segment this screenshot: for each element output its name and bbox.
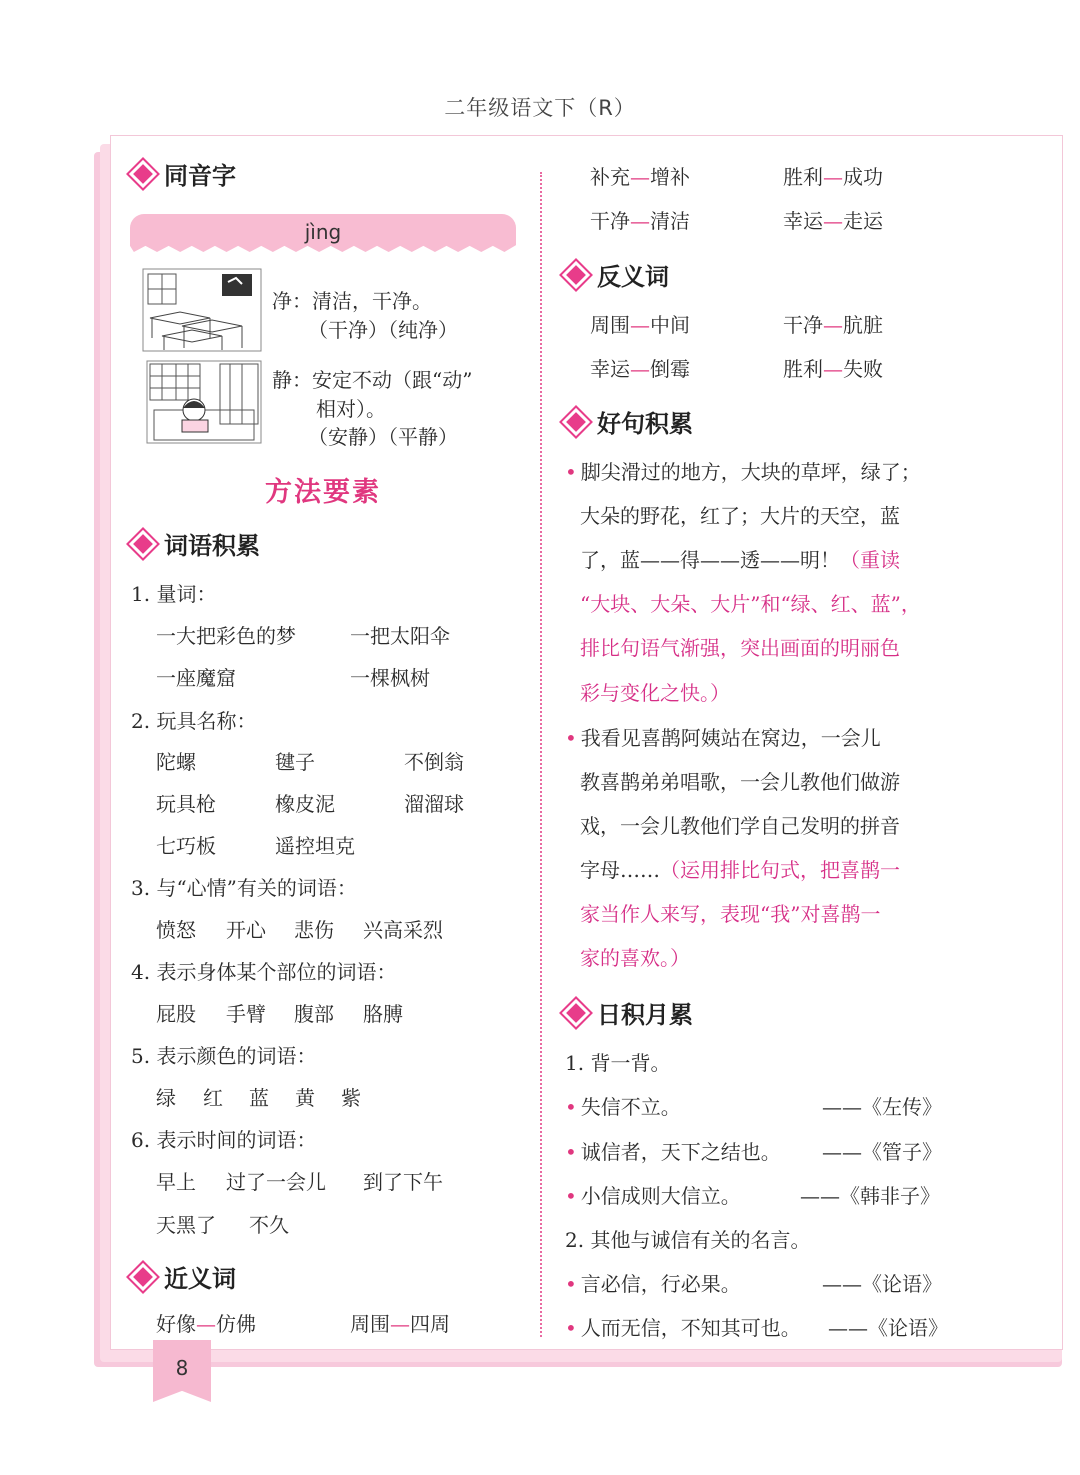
vocab-word: 紫 (341, 1086, 361, 1110)
sentence-note-line: 排比句语气渐强，突出画面的明丽色 (580, 636, 900, 660)
quote-line: • 人而无信，不知其可也。 (565, 1316, 801, 1340)
vocab-word: 兴高采烈 (363, 918, 443, 942)
quote-source: ——《论语》 (828, 1316, 948, 1340)
diamond-bullet-icon (133, 534, 153, 554)
page-number: 8 (175, 1356, 189, 1380)
vocab-item-title: 6. 表示时间的词语： (131, 1128, 317, 1152)
vocab-word: 不倒翁 (404, 750, 464, 774)
diamond-bullet-icon (566, 1003, 586, 1023)
vocab-word: 一大把彩色的梦 (156, 624, 296, 648)
column-divider (540, 172, 542, 1337)
homophone-jing1-definition: 净：清洁，干净。 (272, 289, 432, 313)
vocab-word: 手臂 (226, 1002, 266, 1026)
antonym-pair: 干净—肮脏 (783, 313, 883, 337)
diamond-bullet-icon (133, 164, 153, 184)
vocab-word: 到了下午 (363, 1170, 443, 1194)
sentence-note-line: “大块、大朵、大片”和“绿、红、蓝”， (580, 592, 921, 616)
vocab-word: 早上 (156, 1170, 196, 1194)
quote-line: • 言必信，行必果。 (565, 1272, 741, 1296)
vocab-item-title: 1. 量词： (131, 582, 217, 606)
pinyin-label: jìng (304, 220, 342, 244)
homophone-jing2-definition: 静：安定不动（跟“动” (272, 368, 473, 392)
sentence-line: 字母……（运用排比句式，把喜鹊一 (580, 858, 900, 882)
sentence-line: 教喜鹊弟弟唱歌，一会儿教他们做游 (580, 770, 900, 794)
quote-line: • 诚信者，天下之结也。 (565, 1140, 781, 1164)
section-antonyms-heading: 反义词 (565, 257, 669, 292)
diamond-bullet-icon (133, 1267, 153, 1287)
synonym-pair: 干净—清洁 (590, 209, 690, 233)
diamond-bullet-icon (566, 265, 586, 285)
vocab-item-title: 3. 与“心情”有关的词语： (131, 876, 357, 900)
synonym-pair: 周围—四周 (350, 1312, 450, 1336)
vocab-word: 一把太阳伞 (350, 624, 450, 648)
vocab-word: 毽子 (275, 750, 315, 774)
vocab-item-title: 2. 玩具名称： (131, 709, 257, 733)
vocab-word: 一棵枫树 (350, 666, 430, 690)
vocab-word: 过了一会儿 (226, 1170, 326, 1194)
vocab-word: 橡皮泥 (275, 792, 335, 816)
quote-line: • 失信不立。 (565, 1095, 681, 1119)
vocab-word: 不久 (249, 1213, 289, 1237)
sentence-line: 了，蓝——得——透——明！（重读 (580, 548, 900, 572)
quote-source: ——《管子》 (822, 1140, 942, 1164)
vocab-word: 蓝 (249, 1086, 269, 1110)
quote-line: • 小信成则大信立。 (565, 1184, 741, 1208)
vocab-word: 绿 (156, 1086, 176, 1110)
diamond-bullet-icon (566, 412, 586, 432)
sentence-line: • 我看见喜鹊阿姨站在窝边，一会儿 (565, 726, 881, 750)
synonym-pair: 胜利—成功 (783, 165, 883, 189)
synonym-pair: 补充—增补 (590, 165, 690, 189)
vocab-word: 遥控坦克 (275, 834, 355, 858)
quote-source: ——《韩非子》 (800, 1184, 940, 1208)
vocab-word: 胳膊 (363, 1002, 403, 1026)
section-synonyms-heading: 近义词 (132, 1259, 236, 1294)
antonym-pair: 幸运—倒霉 (590, 357, 690, 381)
vocab-word: 红 (203, 1086, 223, 1110)
sentence-note-line: 彩与变化之快。） (580, 681, 730, 705)
synonym-pair: 好像—仿佛 (156, 1312, 256, 1336)
vocab-word: 黄 (295, 1086, 315, 1110)
antonym-pair: 胜利—失败 (783, 357, 883, 381)
section-vocab-heading: 词语积累 (132, 526, 260, 561)
method-title: 方法要素 (265, 477, 381, 508)
section-daily-heading: 日积月累 (565, 995, 693, 1030)
daily-item-title: 2. 其他与诚信有关的名言。 (565, 1228, 811, 1252)
vocab-word: 悲伤 (294, 918, 334, 942)
vocab-word: 天黑了 (156, 1213, 216, 1237)
vocab-word: 屁股 (156, 1002, 196, 1026)
vocab-word: 玩具枪 (156, 792, 216, 816)
vocab-word: 一座魔窟 (156, 666, 236, 690)
sentence-line: • 脚尖滑过的地方，大块的草坪，绿了； (565, 460, 921, 484)
daily-item-title: 1. 背一背。 (565, 1051, 671, 1075)
page-header-title: 二年级语文下（R） (444, 96, 636, 120)
vocab-word: 陀螺 (156, 750, 196, 774)
homophone-jing2-words: （安静）（平静） (308, 425, 458, 449)
vocab-item-title: 4. 表示身体某个部位的词语： (131, 960, 397, 984)
quote-source: ——《论语》 (822, 1272, 942, 1296)
vocab-word: 溜溜球 (404, 792, 464, 816)
homophone-jing2-definition-cont: 相对）。 (316, 397, 386, 421)
vocab-word: 开心 (226, 918, 266, 942)
antonym-pair: 周围—中间 (590, 313, 690, 337)
sentence-note-line: 家当作人来写，表现“我”对喜鹊一 (580, 902, 881, 926)
synonym-pair: 幸运—走运 (783, 209, 883, 233)
sentence-note-line: 家的喜欢。） (580, 946, 690, 970)
vocab-word: 七巧板 (156, 834, 216, 858)
sentence-line: 戏，一会儿教他们学自己发明的拼音 (580, 814, 900, 838)
quiet-reading-illustration (146, 360, 262, 444)
sentence-line: 大朵的野花，红了；大片的天空，蓝 (580, 504, 900, 528)
vocab-word: 腹部 (294, 1002, 334, 1026)
quote-source: ——《左传》 (822, 1095, 942, 1119)
section-homophone-heading: 同音字 (132, 156, 236, 191)
vocab-word: 愤怒 (156, 918, 196, 942)
classroom-illustration (142, 268, 262, 352)
vocab-item-title: 5. 表示颜色的词语： (131, 1044, 317, 1068)
homophone-jing1-words: （干净）（纯净） (308, 318, 458, 342)
section-good-sentences-heading: 好句积累 (565, 404, 693, 439)
